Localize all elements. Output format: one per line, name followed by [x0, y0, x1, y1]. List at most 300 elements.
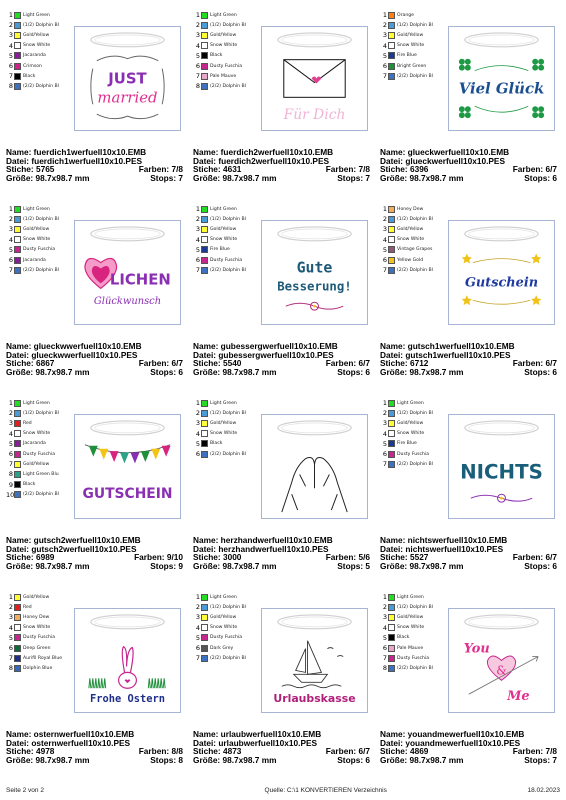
color-name: Dusty Fuschia	[210, 63, 243, 69]
color-swatch	[201, 32, 208, 39]
color-number: 4	[195, 41, 200, 50]
color-swatch	[14, 42, 21, 49]
color-name: Orange	[397, 12, 414, 18]
info-farben: Farben: 6/7	[138, 358, 183, 369]
color-name: (2/2) Dolphin Bl	[23, 492, 59, 498]
fill-opening	[91, 421, 164, 435]
info-farben: Farben: 7/8	[325, 164, 370, 175]
color-name: Gold/Yellow	[397, 420, 424, 426]
info-name: Name: fuerdich2werfuell10x10.EMB	[193, 147, 334, 157]
color-swatch	[14, 63, 21, 70]
color-name: Light Green	[210, 206, 237, 212]
color-swatch	[201, 451, 208, 458]
design-text: &	[496, 663, 507, 678]
color-swatch	[201, 226, 208, 233]
color-number: 3	[382, 31, 387, 40]
design-text: Für Dich	[283, 107, 346, 124]
info-name: Name: gutsch2werfuell10x10.EMB	[6, 535, 141, 545]
thread-color-row	[380, 398, 460, 408]
color-number: 6	[8, 450, 13, 459]
info-stiche: Stiche: 6989	[6, 552, 55, 563]
color-swatch	[14, 400, 21, 407]
info-datei: Datei: nichtswerfuell10x10.PES	[380, 543, 504, 554]
color-number: 4	[8, 235, 13, 244]
color-swatch	[14, 410, 21, 417]
color-swatch	[388, 73, 395, 80]
design-grid	[6, 6, 562, 782]
info-datei: Datei: fuerdich1werfuell10x10.PES	[6, 155, 143, 166]
color-number: 2	[8, 21, 13, 30]
design-preview	[261, 608, 368, 713]
color-number: 6	[382, 62, 387, 71]
design-preview-image	[449, 415, 554, 518]
color-name: Light Green	[397, 400, 424, 406]
color-number: 4	[8, 41, 13, 50]
info-farben: Farben: 7/8	[512, 746, 557, 757]
color-number: 4	[382, 623, 387, 632]
color-swatch	[388, 614, 395, 621]
color-swatch	[14, 246, 21, 253]
color-name: Snow White	[210, 43, 238, 49]
color-number: 7	[8, 266, 13, 275]
color-swatch	[201, 52, 208, 59]
info-groesse: Größe: 98.7x98.7 mm	[193, 560, 277, 571]
info-stops: Stops: 5	[337, 560, 370, 571]
color-name: Gold/Yellow	[23, 32, 50, 38]
info-name: Name: gutsch1werfuell10x10.EMB	[380, 341, 515, 351]
color-swatch	[201, 634, 208, 641]
info-name: Name: herzhandwerfuell10x10.EMB	[193, 535, 333, 545]
design-info	[6, 342, 183, 376]
color-number: 3	[382, 225, 387, 234]
color-swatch	[14, 604, 21, 611]
color-number: 6	[382, 256, 387, 265]
thread-color-row	[193, 204, 273, 214]
color-name: Gold/Yellow	[397, 226, 424, 232]
info-stops: Stops: 6	[337, 754, 370, 765]
design-info	[380, 342, 557, 376]
design-text: Frohe Ostern	[90, 693, 165, 706]
color-number: 4	[195, 235, 200, 244]
info-stiche: Stiche: 4978	[6, 746, 55, 757]
color-name: Snow White	[210, 625, 238, 631]
info-datei: Datei: gutsch1werfuell10x10.PES	[380, 349, 511, 360]
design-info	[6, 536, 183, 570]
info-farben: Farben: 8/8	[138, 746, 183, 757]
color-name: Gold/Yellow	[210, 614, 237, 620]
color-name: Vintage Grapes	[397, 247, 433, 253]
fill-opening	[465, 615, 538, 629]
color-number: 1	[195, 593, 200, 602]
color-swatch	[14, 624, 21, 631]
thread-color-row	[193, 10, 273, 20]
color-number: 3	[8, 225, 13, 234]
color-name: (1/2) Dolphin Bl	[397, 410, 433, 416]
fill-opening	[91, 33, 164, 47]
color-name: Light Green	[210, 12, 237, 18]
design-info	[193, 730, 370, 764]
color-name: Light Green	[23, 12, 50, 18]
color-number: 6	[195, 256, 200, 265]
design-preview-image	[75, 221, 180, 324]
thread-color-row	[380, 592, 460, 602]
design-text: Urlaubskasse	[273, 692, 356, 706]
color-name: Black	[23, 73, 36, 79]
color-number: 5	[8, 439, 13, 448]
color-swatch	[388, 216, 395, 223]
color-number: 1	[382, 399, 387, 408]
info-name: Name: osternwerfuell10x10.EMB	[6, 729, 135, 739]
design-text: Besserung!	[277, 279, 352, 294]
design-info	[193, 148, 370, 182]
color-number: 4	[382, 235, 387, 244]
color-swatch	[14, 471, 21, 478]
info-stops: Stops: 6	[524, 560, 557, 571]
color-name: Gold/Yellow	[397, 614, 424, 620]
color-number: 6	[382, 644, 387, 653]
color-number: 7	[382, 266, 387, 275]
color-swatch	[201, 73, 208, 80]
color-number: 8	[195, 82, 200, 91]
design-card	[380, 200, 562, 394]
color-swatch	[388, 63, 395, 70]
color-swatch	[388, 400, 395, 407]
color-number: 10	[6, 490, 15, 499]
color-name: Honey Dew	[23, 614, 50, 620]
info-stiche: Stiche: 5765	[6, 164, 55, 175]
info-stiche: Stiche: 5527	[380, 552, 429, 563]
design-preview	[448, 26, 555, 131]
design-info	[6, 730, 183, 764]
fill-opening	[91, 615, 164, 629]
design-preview-image	[75, 27, 180, 130]
color-number: 6	[382, 450, 387, 459]
info-farben: Farben: 6/7	[325, 358, 370, 369]
fill-opening	[278, 227, 351, 241]
color-name: Gold/Yellow	[210, 420, 237, 426]
color-name: Gold/Yellow	[210, 32, 237, 38]
print-date: 18.02.2023	[527, 787, 560, 794]
color-name: Light Green	[23, 400, 50, 406]
color-name: Jacaranda	[23, 441, 46, 447]
color-swatch	[388, 226, 395, 233]
color-name: Snow White	[23, 237, 51, 243]
color-name: Snow White	[23, 625, 51, 631]
design-card	[193, 200, 375, 394]
design-card	[6, 588, 188, 782]
color-number: 8	[382, 664, 387, 673]
color-name: (2/2) Dolphin Bl	[23, 267, 59, 273]
color-name: (1/2) Dolphin Bl	[23, 22, 59, 28]
info-datei: Datei: urlaubwerfuell10x10.PES	[193, 737, 318, 748]
info-stops: Stops: 6	[524, 366, 557, 377]
info-name: Name: nichtswerfuell10x10.EMB	[380, 535, 508, 545]
design-card	[6, 200, 188, 394]
color-name: Dusty Fuschia	[23, 451, 56, 457]
color-name: Red	[23, 420, 32, 426]
color-name: Fire Blue	[397, 53, 417, 59]
color-number: 2	[8, 215, 13, 224]
color-swatch	[388, 440, 395, 447]
color-number: 5	[195, 633, 200, 642]
color-name: (1/2) Dolphin Bl	[23, 410, 59, 416]
color-name: (2/2) Dolphin Bl	[397, 267, 433, 273]
color-swatch	[388, 236, 395, 243]
info-stiche: Stiche: 6867	[6, 358, 55, 369]
info-stops: Stops: 8	[150, 754, 183, 765]
color-number: 2	[8, 603, 13, 612]
design-info	[380, 536, 557, 570]
color-number: 2	[195, 603, 200, 612]
color-number: 4	[8, 623, 13, 632]
color-name: Snow White	[210, 431, 238, 437]
info-name: Name: youandmewerfuell10x10.EMB	[380, 729, 525, 739]
design-text: You	[463, 641, 490, 657]
color-swatch	[388, 257, 395, 264]
color-number: 4	[8, 429, 13, 438]
color-name: (2/2) Dolphin Bl	[210, 655, 246, 661]
color-swatch	[201, 257, 208, 264]
color-name: Red	[23, 604, 32, 610]
color-swatch	[14, 461, 21, 468]
color-number: 1	[195, 11, 200, 20]
color-swatch	[388, 665, 395, 672]
info-datei: Datei: glueckwwerfuell10x10.PES	[6, 349, 138, 360]
fill-opening	[465, 421, 538, 435]
info-groesse: Größe: 98.7x98.7 mm	[6, 172, 90, 183]
color-swatch	[14, 614, 21, 621]
color-number: 7	[8, 460, 13, 469]
color-name: (1/2) Dolphin Bl	[397, 22, 433, 28]
thread-color-row	[380, 204, 460, 214]
color-number: 8	[8, 470, 13, 479]
fill-opening	[278, 33, 351, 47]
color-name: Jacaranda	[23, 257, 46, 263]
color-name: Dusty Fuschia	[23, 635, 56, 641]
color-swatch	[388, 645, 395, 652]
color-swatch	[388, 451, 395, 458]
color-swatch	[201, 42, 208, 49]
color-swatch	[201, 410, 208, 417]
color-number: 1	[8, 11, 13, 20]
color-swatch	[14, 665, 21, 672]
design-text: LICHEN	[109, 270, 171, 289]
color-number: 4	[195, 429, 200, 438]
color-name: Snow White	[397, 625, 425, 631]
color-number: 5	[195, 51, 200, 60]
design-info	[193, 342, 370, 376]
design-preview	[448, 608, 555, 713]
color-swatch	[14, 216, 21, 223]
color-number: 5	[195, 439, 200, 448]
design-text: Gute	[296, 258, 333, 277]
color-name: Light Green	[210, 594, 237, 600]
design-info	[193, 536, 370, 570]
color-swatch	[14, 236, 21, 243]
color-name: Dusty Fuschia	[397, 451, 430, 457]
color-number: 5	[382, 51, 387, 60]
info-stops: Stops: 9	[150, 560, 183, 571]
design-preview	[74, 26, 181, 131]
design-preview-image	[262, 609, 367, 712]
info-groesse: Größe: 98.7x98.7 mm	[6, 560, 90, 571]
color-number: 4	[195, 623, 200, 632]
info-stiche: Stiche: 4873	[193, 746, 242, 757]
design-text: married	[97, 88, 158, 107]
fill-opening	[465, 33, 538, 47]
color-name: Snow White	[397, 431, 425, 437]
info-datei: Datei: glueckwerfuell10x10.PES	[380, 155, 505, 166]
color-name: (2/2) Dolphin Bl	[23, 83, 59, 89]
color-swatch	[201, 246, 208, 253]
color-name: (2/2) Dolphin Bl	[397, 461, 433, 467]
design-text: JUST	[108, 69, 147, 88]
info-farben: Farben: 6/7	[512, 164, 557, 175]
design-preview-image	[262, 221, 367, 324]
color-number: 7	[195, 654, 200, 663]
info-stops: Stops: 7	[524, 754, 557, 765]
color-swatch	[201, 22, 208, 29]
color-number: 3	[195, 225, 200, 234]
color-name: Crimson	[23, 63, 42, 69]
color-swatch	[201, 604, 208, 611]
color-swatch	[201, 12, 208, 19]
info-datei: Datei: gutsch2werfuell10x10.PES	[6, 543, 137, 554]
thread-color-row	[6, 398, 86, 408]
color-swatch	[388, 246, 395, 253]
color-swatch	[388, 206, 395, 213]
color-swatch	[201, 267, 208, 274]
color-number: 3	[195, 419, 200, 428]
info-groesse: Größe: 98.7x98.7 mm	[380, 754, 464, 765]
color-name: Fire Blue	[397, 441, 417, 447]
color-name: (2/2) Dolphin Bl	[210, 83, 246, 89]
design-card	[6, 6, 188, 200]
color-swatch	[388, 655, 395, 662]
color-swatch	[388, 52, 395, 59]
color-swatch	[201, 645, 208, 652]
info-groesse: Größe: 98.7x98.7 mm	[193, 366, 277, 377]
color-number: 7	[382, 460, 387, 469]
color-swatch	[201, 614, 208, 621]
color-name: (1/2) Dolphin Bl	[397, 216, 433, 222]
info-farben: Farben: 5/6	[325, 552, 370, 563]
thread-color-row	[193, 592, 273, 602]
source-path: Quelle: C:\1 KONVERTIEREN Verzeichnis	[264, 787, 387, 794]
thread-color-row	[380, 10, 460, 20]
fill-opening	[278, 421, 351, 435]
color-number: 3	[382, 419, 387, 428]
color-number: 5	[8, 245, 13, 254]
fill-opening	[465, 227, 538, 241]
color-swatch	[14, 634, 21, 641]
color-swatch	[388, 624, 395, 631]
color-number: 2	[382, 603, 387, 612]
design-card	[380, 6, 562, 200]
info-groesse: Größe: 98.7x98.7 mm	[193, 172, 277, 183]
color-number: 1	[382, 593, 387, 602]
color-number: 2	[382, 409, 387, 418]
info-farben: Farben: 9/10	[134, 552, 183, 563]
thread-color-row	[6, 592, 86, 602]
color-number: 7	[382, 72, 387, 81]
color-swatch	[388, 461, 395, 468]
info-stiche: Stiche: 3000	[193, 552, 242, 563]
color-number: 6	[8, 256, 13, 265]
info-stops: Stops: 6	[337, 366, 370, 377]
info-farben: Farben: 7/8	[138, 164, 183, 175]
color-swatch	[388, 410, 395, 417]
color-name: Dusty Fuschia	[210, 635, 243, 641]
info-groesse: Größe: 98.7x98.7 mm	[6, 754, 90, 765]
color-name: Aurifil Royal Blue	[23, 655, 63, 661]
design-preview	[74, 414, 181, 519]
color-name: Light Green	[397, 594, 424, 600]
color-swatch	[14, 52, 21, 59]
color-number: 2	[195, 21, 200, 30]
color-name: Snow White	[397, 43, 425, 49]
color-name: Honey Dew	[397, 206, 424, 212]
design-preview-image	[262, 415, 367, 518]
color-number: 6	[8, 644, 13, 653]
design-preview	[261, 26, 368, 131]
color-swatch	[14, 267, 21, 274]
info-stiche: Stiche: 4869	[380, 746, 429, 757]
info-name: Name: glueckwwerfuell10x10.EMB	[6, 341, 142, 351]
color-number: 1	[8, 205, 13, 214]
color-name: Fire Blue	[210, 247, 230, 253]
color-name: Black	[23, 482, 36, 488]
fill-opening	[278, 615, 351, 629]
color-number: 8	[8, 82, 13, 91]
color-name: Snow White	[397, 237, 425, 243]
color-number: 1	[8, 399, 13, 408]
design-preview-image	[262, 27, 367, 130]
color-swatch	[14, 430, 21, 437]
info-stiche: Stiche: 6396	[380, 164, 429, 175]
color-number: 8	[8, 664, 13, 673]
design-text: Glückwunsch	[93, 296, 162, 308]
design-card	[193, 588, 375, 782]
color-number: 5	[195, 245, 200, 254]
color-swatch	[14, 655, 21, 662]
design-info	[380, 730, 557, 764]
design-text: Viel Glück	[458, 79, 545, 98]
info-groesse: Größe: 98.7x98.7 mm	[6, 366, 90, 377]
color-name: Dark Grey	[210, 645, 234, 651]
color-name: (1/2) Dolphin Bl	[210, 604, 246, 610]
color-swatch	[201, 63, 208, 70]
color-swatch	[201, 440, 208, 447]
design-preview	[74, 608, 181, 713]
color-number: 3	[382, 613, 387, 622]
page-footer	[6, 787, 560, 794]
color-name: Snow White	[210, 237, 238, 243]
color-name: (2/2) Dolphin Bl	[397, 665, 433, 671]
color-swatch	[388, 604, 395, 611]
color-number: 4	[382, 41, 387, 50]
color-number: 4	[382, 429, 387, 438]
color-number: 7	[8, 72, 13, 81]
color-number: 7	[195, 72, 200, 81]
color-name: Snow White	[23, 431, 51, 437]
design-preview-image	[449, 221, 554, 324]
design-preview	[261, 414, 368, 519]
color-number: 2	[8, 409, 13, 418]
info-stops: Stops: 7	[337, 172, 370, 183]
color-number: 2	[382, 21, 387, 30]
design-info	[380, 148, 557, 182]
